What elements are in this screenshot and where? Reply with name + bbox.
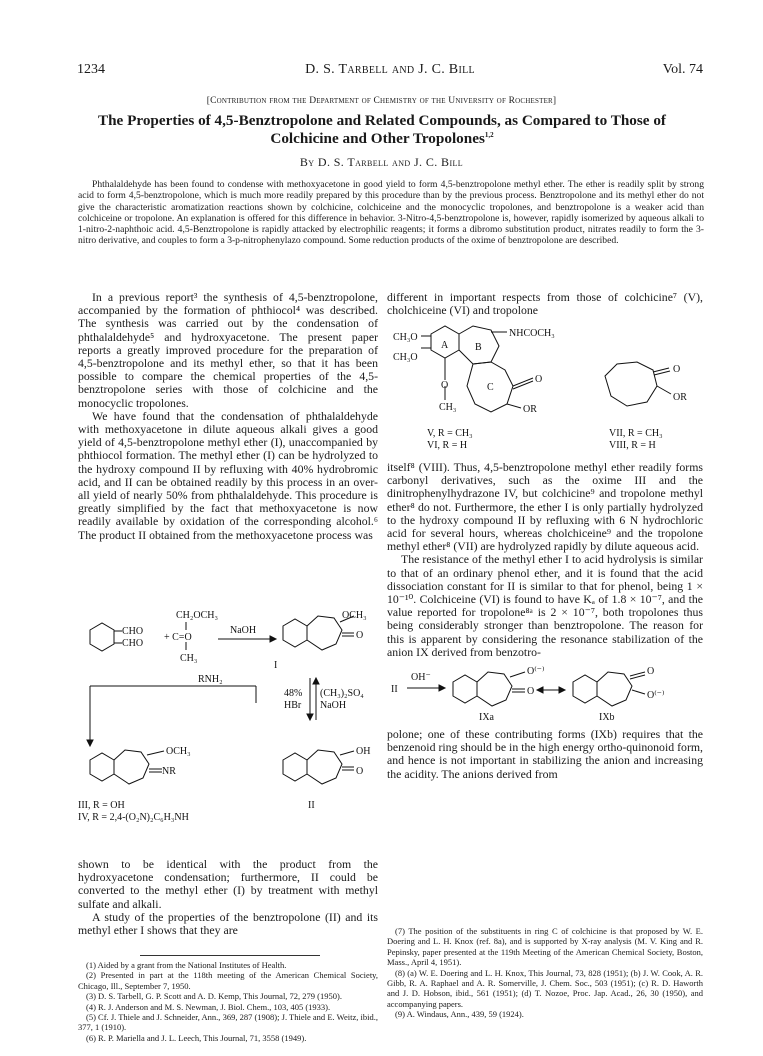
tropone-ring [114,750,149,784]
paragraph: polone; one of these contributing forms (IXb) requires that the benzenoid ring should be in the high energy ortho-quinonoid form, and hence is not important in stabilizing the anion and increasing the acidity. The anions derived from [387,727,703,781]
footnote: (5) Cf. J. Thiele and J. Schneider, Ann., 369, 287 (1908); J. Thiele and E. Weitz, ibid., 377, 1 (1910). [78,1012,378,1033]
substituent-label: OCH₃ [342,610,367,621]
benzene-ring [573,675,597,703]
running-authors: D. S. Tarbell and J. C. Bill [305,62,475,77]
substituent-label: CH₃O [393,352,418,363]
reagent-label: + C=O [164,632,192,643]
tropolone-ring [605,362,657,406]
title-footnote-marks: 1,2 [484,130,494,139]
tropolone-ring [307,616,342,650]
abstract: Phthalaldehyde has been found to condense with methoxyacetone in good yield to form 4,5-benztropolone methyl ether. The ether is readily split by strong acid to form 4,5-benztropolone, which is much more readily prepared by this procedure than by the previous process. Benztropolone and its methyl ether do not give the characteristic aromatization reactions shown by colchicine, colchiceine and the monocyclic tropolones, and benztropolone is a weaker acid than colchiceine or tropolone. An explanation is offered for this difference in behavior. 3-Nitro-4,5-benztropolone is, however, rapidly isomerized by aqueous alkali to 1-nitro-2-naphthoic acid. 4,5-Benztropolone is rapidly attacked by electrophilic reagents; it forms a dibromo substitution product, nitrates readily to form the 3-nitro derivative, and couples to form a 3-p-nitrophenylazo compound. Some reduction products of the oxime of benztropolone are described. [78,179,704,247]
compound-label: V, R = CH₃ [427,428,473,439]
compound-label: VIII, R = H [609,440,656,451]
substituent-label: NHCOCH₃ [509,328,555,339]
synthesis-scheme [78,608,378,856]
paragraph: shown to be identical with the product from the hydroxyacetone condensation; furthermore, II could be converted to the methyl ether (I) by treatment with methyl sulfate and alkali. [78,857,378,911]
page-number: 1234 [77,62,105,77]
substituent-label: OCH₃ [166,746,191,757]
compound-label: IXb [599,712,615,724]
ring-label: B [475,342,482,353]
paragraph: A study of the properties of the benztropolone (II) and its methyl ether I shows that they are [78,909,378,938]
contribution-note: [Contribution from the Department of Chemistry of the University of Rochester] [206,96,557,106]
paragraph: different in important respects from those of colchicine⁷ (V), cholchiceine (VI) and tropolone [387,290,703,318]
paragraph: itself⁸ (VIII). Thus, 4,5-benztropolone methyl ether readily forms carbonyl derivatives, such as the oxime III and the dinitrophenylhydrazone IV, but colchicine⁹ and tropolone methyl ether⁸ do not. Furthermore, the ether I is only partially hydrolyzed to the hydroxy compound II by refluxing with 6 N hydrochloric acid for several hours, whereas cholchiceine⁹ and the tropolone methyl ether⁸ (VII) are hydrolyzed rapidly by dilute aqueous acid. [387,460,703,554]
substituent-label: O [441,380,449,391]
tropolone-ring [307,750,342,784]
reagent-label: 48% [284,688,303,699]
substituent-label: OH [356,746,371,757]
article-title-text: The Properties of 4,5-Benztropolone and Related Compounds, as Compared to Those of Colchicine and Other Tropolones [97,112,666,147]
substituent-label: O [356,766,364,777]
substituent-label: O [673,364,681,375]
right-column-top [387,291,703,317]
substituent-label: O [527,686,535,698]
left-column-bottom [78,858,378,937]
substituent-label: O⁽⁻⁾ [647,690,665,702]
benzene-ring [90,753,114,781]
reagent-label: NaOH [230,625,257,636]
substituent-label: O⁽⁻⁾ [527,666,545,678]
reagent-label: HBr [284,700,302,711]
footnote: (9) A. Windaus, Ann., 439, 59 (1924). [395,1009,524,1020]
ring-label: C [487,382,494,393]
colchicine-tropolone-structures [387,320,703,454]
volume-label: Vol. 74 [662,62,703,77]
footnotes-right [387,926,703,1020]
ring-label: A [441,340,449,351]
substituent-label: NR [162,766,176,777]
substituent-label: OR [523,404,537,415]
left-column-top [78,291,378,542]
reagent-label: CHO [122,638,144,649]
substituent-label: O [535,374,543,385]
substituent-label: CH₃O [393,332,418,343]
reagent-label: RNH₂ [198,674,223,685]
reagent-label: CH₂OCH₃ [176,610,218,621]
footnote: (1) Aided by a grant from the National Institutes of Health. [86,960,287,970]
compound-label: VI, R = H [427,440,468,451]
reagent-label: (CH₃)₂SO₄ [320,688,364,699]
substituent-label: OR [673,392,687,403]
substituent-label: O [647,666,655,678]
paragraph: We have found that the condensation of phthalaldehyde with methoxyacetone in dilute aqueous alkali gives a good yield of 4,5-benztropolone methyl ether (I), unaccompanied by phthiocol formation. The methyl ether (I) can be hydrolyzed to the hydroxy compound II by refluxing with 40% hydrobromic acid, and II can be obtained readily by this process in an over-all yield of nearly 50% from phthalaldehyde. This procedure is greatly simplified by the fact that methoxyacetone is now readily available by oxidation of the corresponding alcohol.⁶ The product II obtained from the methoxyacetone process was [78,408,378,542]
reagent-label: NaOH [320,700,347,711]
tropolone-ring [597,672,632,706]
anion-resonance-scheme [387,662,703,726]
compound-label: IXa [479,712,494,724]
compound-label: II [391,684,398,696]
right-column-bottom [387,461,703,781]
footnote: (2) Presented in part at the 118th meeting of the American Chemical Society, Chicago, Ill., September 7, 1950. [78,970,378,991]
footnote-rule [140,955,320,956]
reagent-label: CHO [122,626,144,637]
byline: By D. S. Tarbell and J. C. Bill [299,155,464,169]
compound-label: III, R = OH [78,800,125,811]
footnote: (6) R. P. Mariella and J. L. Leech, This Journal, 71, 3558 (1949). [86,1032,307,1043]
tropolone-ring [477,672,512,706]
footnote: (7) The position of the substituents in ring C of colchicine is that proposed by W. E. Doering and L. H. Knox (ref. 8a), and is supported by X-ray analysis (M. V. King and R. Pepinsky, paper presented at the 119th Meeting of the American Chemical Society, Boston, Mass., April 4, 1951). [387,926,703,968]
compound-label: IV, R = 2,4-(O₂N)₂C₆H₃NH [78,812,189,823]
footnote: (8) (a) W. E. Doering and L. H. Knox, This Journal, 73, 828 (1951); (b) J. W. Cook, A. R. Gibb, R. A. Raphael and A. R. Somerville, J. Chem. Soc., 503 (1951); (c) R. D. Haworth and J. D. Hobson, ibid., 561 (1951); (d) T. Nozoe, Proc. Jap. Acad., 26, 30 (1950), and accompanying papers. [387,967,703,1009]
reagent-label: OH⁻ [411,672,431,684]
footnotes-left [78,960,378,1043]
paragraph: In a previous report³ the synthesis of 4,5-benztropolone, accompanied by the formation of phthiocol⁴ was described. The synthesis was carried out by the condensation of phthalaldehyde⁵ and hydroxyacetone. The present paper reports a greatly improved procedure for the preparation of 4,5-benztropolone and its methyl ether, so that it has been possible to compare the chemical properties of the 4,5-benztropolone series with those of colchicine and the monocyclic tropolones. [78,290,378,410]
substituent-label: O [356,630,364,641]
reagent-label: CH₃ [180,653,198,664]
substituent-label: CH₃ [439,402,457,413]
article-title [82,112,682,148]
paragraph: The resistance of the methyl ether I to acid hydrolysis is similar to that of an ordinary phenol ether, and it is found that the acid dissociation constant for II is similar to that for phenol, being 1 × 10⁻¹⁰. Colchiceine (VI) is found to have Kₐ of 1.8 × 10⁻⁷, and the value reported for tropolone⁸ᵃ is 2 × 10⁻⁷, both tropolones thus being considerably stronger than benztropolone. The reason for this is apparent by considering the resonance stabilization of the anion IX derived from benzotro- [387,552,703,659]
compound-label: VII, R = CH₃ [609,428,663,439]
benzene-ring [90,623,114,651]
benzene-ring [453,675,477,703]
running-header [77,62,703,82]
footnote: (3) D. S. Tarbell, G. P. Scott and A. D. Kemp, This Journal, 72, 279 (1950). [86,991,342,1002]
compound-label: I [274,660,278,671]
compound-label: II [308,800,315,811]
benzene-ring [283,619,307,647]
benzene-ring [283,753,307,781]
footnote: (4) R. J. Anderson and M. S. Newman, J. Biol. Chem., 103, 405 (1933). [86,1001,331,1012]
